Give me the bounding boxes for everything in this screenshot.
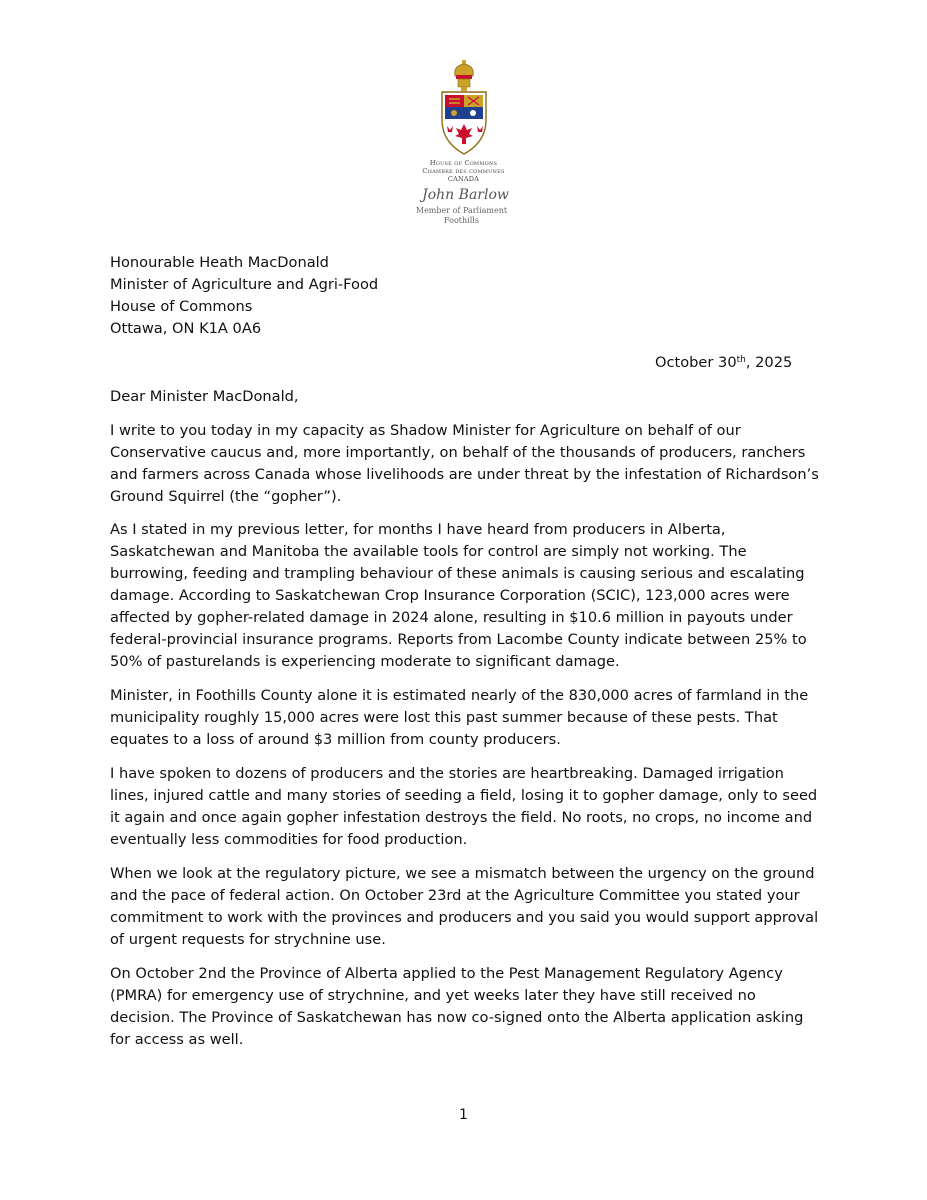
recipient-office: House of Commons bbox=[110, 298, 253, 315]
mp-riding: Foothills bbox=[444, 216, 479, 225]
body-paragraph: On October 2nd the Province of Alberta applied to the Pest Management Regulatory Agency (PMRA) for emergency use of strychnine, and yet weeks later they have still received no decision. The Province of Saskatchewan has now co-signed onto the Alberta application asking for access as well. bbox=[110, 965, 804, 1048]
letter-date bbox=[655, 352, 855, 374]
recipient-name: Honourable Heath MacDonald bbox=[110, 254, 329, 271]
body-paragraph: When we look at the regulatory picture, we see a mismatch between the urgency on the ground and the pace of federal action. On October 23rd at the Agriculture Committee you stated your commitment to work with the provinces and producers and you said you would support approval of urgent requests for strychnine use. bbox=[110, 865, 819, 948]
page-number: 1 bbox=[459, 1107, 468, 1123]
body-paragraph: I write to you today in my capacity as Shadow Minister for Agriculture on behalf of our Conservative caucus and, more importantly, on behalf of the thousands of producers, ranchers and farmers across Canada whose livelihoods are under threat by the infestation of Richardson’s Ground Squirrel (the “gopher”). bbox=[110, 422, 819, 505]
recipient-city: Ottawa, ON K1A 0A6 bbox=[110, 320, 262, 337]
recipient-address bbox=[110, 252, 820, 340]
institution-english: House of Commons bbox=[429, 159, 498, 167]
body-paragraph: I have spoken to dozens of producers and the stories are heartbreaking. Damaged irrigation lines, injured cattle and many stories of seeding a field, losing it to gopher damage, only to seed it again and once again gopher infestation destroys the field. No roots, no crops, no income and eventually less commodities for food production. bbox=[110, 765, 818, 848]
date-year: , 2025 bbox=[745, 354, 793, 371]
mp-role: Member of Parliament bbox=[415, 206, 508, 215]
body-paragraph: Minister, in Foothills County alone it is estimated nearly of the 830,000 acres of farmland in the municipality roughly 15,000 acres were lost this past summer because of these pests. That equates to a loss of around $3 million from county producers. bbox=[110, 687, 809, 748]
date-month-day: October 30 bbox=[655, 354, 737, 371]
mp-signature-name: John Barlow bbox=[422, 187, 509, 203]
institution-french: Chambre des communes bbox=[422, 167, 505, 175]
date-suffix: th bbox=[736, 355, 746, 365]
letterhead-institution bbox=[0, 159, 927, 183]
salutation: Dear Minister MacDonald, bbox=[110, 388, 299, 405]
letterhead-mp-details bbox=[0, 206, 925, 226]
institution-country: CANADA bbox=[447, 175, 480, 183]
recipient-title: Minister of Agriculture and Agri-Food bbox=[110, 276, 379, 293]
body-paragraph: As I stated in my previous letter, for months I have heard from producers in Alberta, Saskatchewan and Manitoba the available tools for control are simply not working. The burrowing, feeding and trampling behaviour of these animals is causing serious and escalating damage. According to Saskatchewan Crop Insurance Corporation (SCIC), 123,000 acres were affected by gopher-related damage in 2024 alone, resulting in $10.6 million in payouts under federal-provincial insurance programs. Reports from Lacombe County indicate between 25% to 50% of pasturelands is experiencing moderate to significant damage. bbox=[110, 521, 807, 670]
house-of-commons-crest-icon bbox=[433, 58, 495, 158]
